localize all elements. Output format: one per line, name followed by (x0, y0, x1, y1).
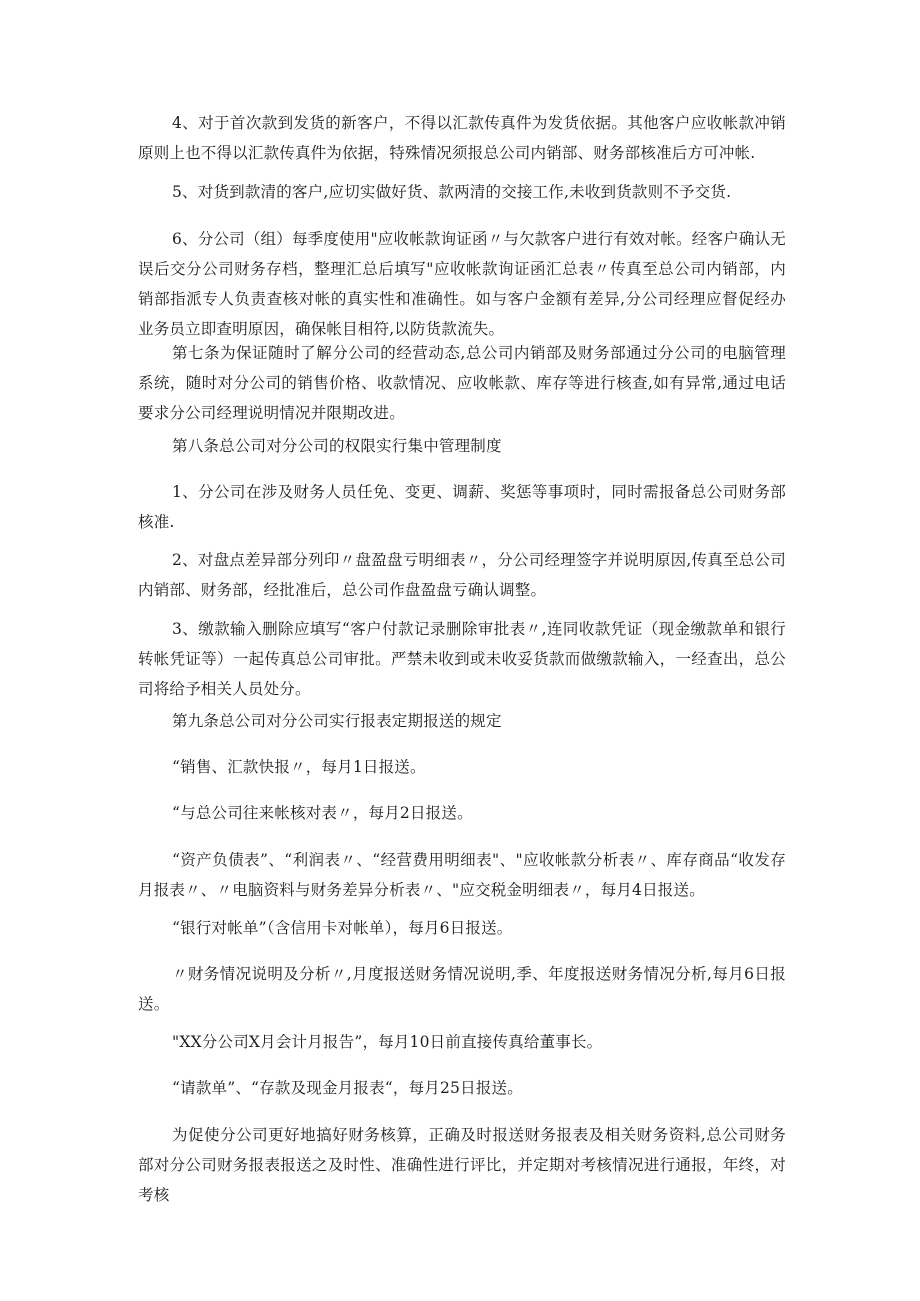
paragraph-report-sales: “销售、汇款快报〃，每月1日报送。 (172, 758, 426, 776)
paragraph-article-8-item-3: 3、缴款输入删除应填写“客户付款记录删除审批表〃,连同收款凭证（现金缴款单和银行转帐凭证等）一起传真总公司审批。严禁未收到或未收妥货款而做缴款输入，一经查出，总公司将给予相关人员处分。 (138, 620, 786, 698)
paragraph-report-monthly: "XX分公司X月会计月报告”，每月10日前直接传真给董事长。 (172, 1033, 603, 1051)
paragraph-report-reconciliation: “与总公司往来帐核对表〃，每月2日报送。 (172, 804, 473, 822)
paragraph-evaluation: 为促使分公司更好地搞好财务核算，正确及时报送财务报表及相关财务资料,总公司财务部对分公司财务报表报送之及时性、准确性进行评比，并定期对考核情况进行通报，年终，对考核 (138, 1126, 786, 1204)
paragraph-item-6: 6、分公司（组）每季度使用"应收帐款询证函〃与欠款客户进行有效对帐。经客户确认无误后交分公司财务存档，整理汇总后填写"应收帐款询证函汇总表〃传真至总公司内销部，内销部指派专人负责查核对帐的真实性和准确性。如与客户金额有差异,分公司经理应督促经办业务员立即查明原因，确保帐目相符,以防货款流失。 (138, 230, 786, 338)
paragraph-article-8-heading: 第八条总公司对分公司的权限实行集中管理制度 (172, 437, 502, 455)
paragraph-report-financial-analysis: 〃财务情况说明及分析〃,月度报送财务情况说明,季、年度报送财务情况分析,每月6日报送。 (138, 965, 786, 1013)
paragraph-article-8-item-1: 1、分公司在涉及财务人员任免、变更、调薪、奖惩等事项时，同时需报备总公司财务部核准. (138, 483, 786, 531)
paragraph-item-5: 5、对货到款清的客户,应切实做好货、款两清的交接工作,未收到货款则不予交货. (172, 183, 732, 201)
paragraph-report-balance-sheet: “资产负债表”、“利润表〃、“经营费用明细表"、"应收帐款分析表〃、库存商品“收发存月报表〃、〃电脑资料与财务差异分析表〃、"应交税金明细表〃，每月4日报送。 (138, 851, 786, 899)
paragraph-article-7: 第七条为保证随时了解分公司的经营动态,总公司内销部及财务部通过分公司的电脑管理系统，随时对分公司的销售价格、收款情况、应收帐款、库存等进行核查,如有异常,通过电话要求分公司经理说明情况并限期改进。 (138, 344, 786, 422)
paragraph-article-8-item-2: 2、对盘点差异部分列印〃盘盈盘亏明细表〃，分公司经理签字并说明原因,传真至总公司内销部、财务部，经批准后，总公司作盘盈盘亏确认调整。 (138, 551, 786, 599)
paragraph-report-bank-statement: “银行对帐单”（含信用卡对帐单），每月6日报送。 (172, 919, 513, 937)
paragraph-article-9-heading: 第九条总公司对分公司实行报表定期报送的规定 (172, 712, 502, 730)
paragraph-report-payment-request: “请款单”、“存款及现金月报表“，每月25日报送。 (172, 1079, 523, 1097)
paragraph-item-4: 4、对于首次款到发货的新客户，不得以汇款传真件为发货依据。其他客户应收帐款冲销原则上也不得以汇款传真件为依据，特殊情况须报总公司内销部、财务部核准后方可冲帐. (138, 114, 786, 162)
